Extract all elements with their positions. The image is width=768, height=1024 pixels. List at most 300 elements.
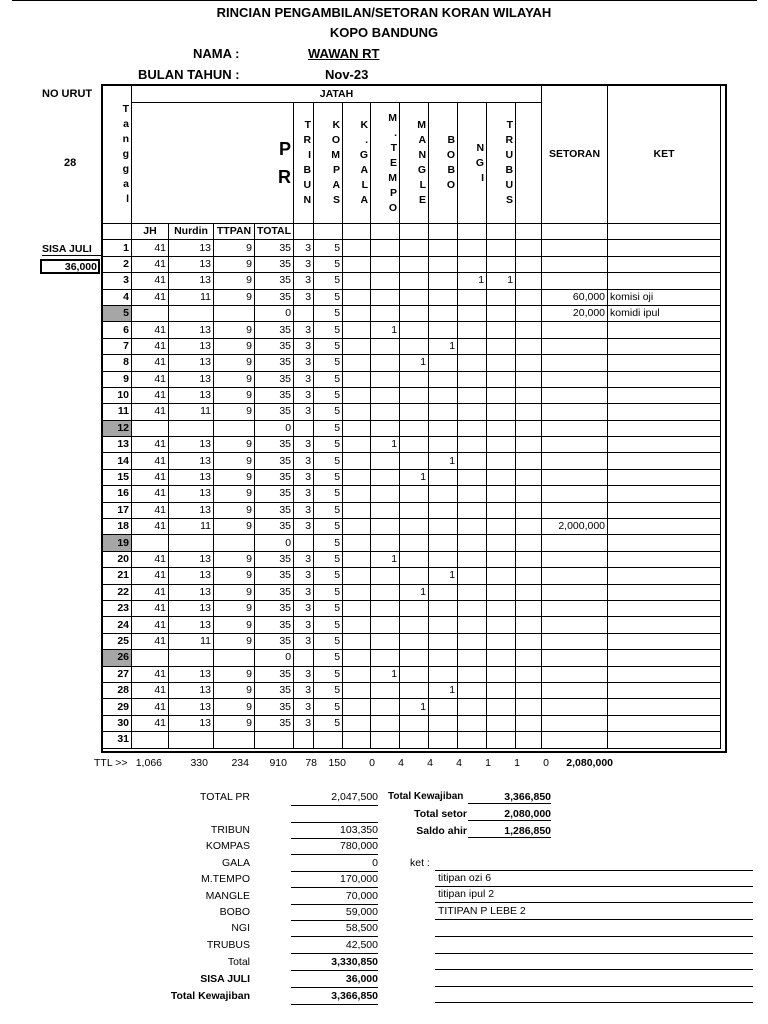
- cell-ng: [458, 322, 487, 338]
- cell-ng: [458, 535, 487, 551]
- cell-se: [542, 600, 608, 616]
- cell-ng: [458, 633, 487, 649]
- cell-ma: [400, 715, 429, 731]
- header-letter: B: [303, 164, 312, 176]
- table-row: [103, 273, 721, 289]
- cell-ng: [458, 666, 487, 682]
- cell-se: [542, 502, 608, 518]
- cell-bo: [429, 715, 458, 731]
- ket-note-2: titipan ipul 2: [435, 888, 753, 903]
- cell-nu: [169, 305, 214, 321]
- saldo-ahir-value: 1,286,850: [468, 825, 551, 838]
- summary-label: Total: [227, 956, 250, 968]
- cell-ng: [458, 502, 487, 518]
- cell-bo: [429, 486, 458, 502]
- cell-d: 5: [103, 305, 132, 321]
- cell-bo: [429, 617, 458, 633]
- cell-x: [516, 600, 542, 616]
- cell-mt: [371, 715, 400, 731]
- cell-se: 60,000: [542, 289, 608, 305]
- cell-jh: [132, 305, 169, 321]
- cell-ga: [343, 256, 371, 272]
- cell-ga: [343, 469, 371, 485]
- cell-tr: 3: [294, 502, 314, 518]
- cell-ko: 5: [314, 699, 343, 715]
- cell-ko: 5: [314, 650, 343, 666]
- cell-jh: 41: [132, 568, 169, 584]
- cell-se: [542, 732, 608, 748]
- cell-nu: 13: [169, 469, 214, 485]
- cell-d: 25: [103, 633, 132, 649]
- cell-tb: [487, 322, 516, 338]
- cell-tb: [487, 715, 516, 731]
- header-letter: a: [123, 178, 129, 190]
- cell-d: 7: [103, 338, 132, 354]
- cell-ke: [608, 355, 721, 371]
- cell-nu: 13: [169, 699, 214, 715]
- cell-to: 35: [255, 633, 294, 649]
- cell-ma: [400, 568, 429, 584]
- cell-d: 3: [103, 273, 132, 289]
- cell-ma: 1: [400, 699, 429, 715]
- cell-ma: 1: [400, 469, 429, 485]
- cell-bo: [429, 289, 458, 305]
- cell-d: 20: [103, 551, 132, 567]
- ket-line: [435, 856, 753, 871]
- cell-ga: [343, 355, 371, 371]
- cell-jh: 41: [132, 437, 169, 453]
- cell-jh: 41: [132, 502, 169, 518]
- cell-x: [516, 568, 542, 584]
- cell-mt: [371, 600, 400, 616]
- table-row: [103, 256, 721, 272]
- table-row: [103, 338, 721, 354]
- cell-jh: 41: [132, 453, 169, 469]
- cell-ng: [458, 568, 487, 584]
- cell-ke: [608, 404, 721, 420]
- cell-ko: 5: [314, 584, 343, 600]
- cell-ko: 5: [314, 535, 343, 551]
- cell-d: 19: [103, 535, 132, 551]
- total-mt: 4: [398, 757, 404, 769]
- cell-ke: [608, 535, 721, 551]
- cell-se: [542, 371, 608, 387]
- cell-se: [542, 256, 608, 272]
- cell-ke: [608, 633, 721, 649]
- summary-label: NGI: [231, 922, 250, 934]
- cell-tt: 9: [214, 338, 255, 354]
- bobo-header: [429, 103, 458, 224]
- bulan-value: Nov-23: [325, 67, 369, 82]
- cell-mt: [371, 568, 400, 584]
- cell-ma: [400, 617, 429, 633]
- ket-line: [435, 955, 753, 970]
- cell-d: 16: [103, 486, 132, 502]
- cell-to: 0: [255, 650, 294, 666]
- cell-tb: [487, 617, 516, 633]
- cell-tr: [294, 535, 314, 551]
- cell-se: [542, 584, 608, 600]
- cell-ma: [400, 732, 429, 748]
- cell-ke: [608, 420, 721, 436]
- cell-se: [542, 486, 608, 502]
- cell-se: [542, 355, 608, 371]
- cell-bo: 1: [429, 453, 458, 469]
- cell-tt: [214, 305, 255, 321]
- table-row: [103, 371, 721, 387]
- cell-nu: [169, 535, 214, 551]
- cell-ga: [343, 519, 371, 535]
- cell-ma: [400, 322, 429, 338]
- tanggal-header: [103, 86, 132, 224]
- cell-tt: 9: [214, 682, 255, 698]
- cell-ga: [343, 732, 371, 748]
- header-letter: T: [122, 103, 129, 115]
- cell-tr: 3: [294, 256, 314, 272]
- cell-nu: 13: [169, 666, 214, 682]
- cell-jh: [132, 650, 169, 666]
- header-letter: R: [303, 134, 312, 146]
- header-letter: .: [365, 134, 369, 146]
- cell-ng: [458, 715, 487, 731]
- cell-tt: 9: [214, 666, 255, 682]
- cell-tr: 3: [294, 453, 314, 469]
- cell-ng: [458, 420, 487, 436]
- cell-ma: 1: [400, 355, 429, 371]
- summary-label: MANGLE: [205, 890, 250, 902]
- header-letter: K: [360, 119, 369, 131]
- cell-tt: 9: [214, 486, 255, 502]
- cell-tt: 9: [214, 289, 255, 305]
- cell-ga: [343, 404, 371, 420]
- cell-ga: [343, 584, 371, 600]
- table-row: [103, 387, 721, 403]
- cell-to: 35: [255, 502, 294, 518]
- cell-ko: 5: [314, 469, 343, 485]
- cell-ga: [343, 289, 371, 305]
- cell-tr: 3: [294, 289, 314, 305]
- cell-x: [516, 469, 542, 485]
- cell-jh: 41: [132, 240, 169, 256]
- cell-ng: [458, 338, 487, 354]
- cell-ko: 5: [314, 633, 343, 649]
- cell-jh: 41: [132, 666, 169, 682]
- cell-mt: [371, 584, 400, 600]
- cell-to: 35: [255, 584, 294, 600]
- cell-to: 35: [255, 486, 294, 502]
- cell-to: 35: [255, 617, 294, 633]
- cell-bo: [429, 355, 458, 371]
- cell-tb: [487, 682, 516, 698]
- cell-tt: 9: [214, 437, 255, 453]
- header-letter: N: [303, 194, 312, 206]
- table-row: [103, 584, 721, 600]
- cell-mt: [371, 617, 400, 633]
- cell-ma: [400, 666, 429, 682]
- cell-se: [542, 437, 608, 453]
- cell-nu: 13: [169, 387, 214, 403]
- cell-jh: 41: [132, 551, 169, 567]
- cell-ko: 5: [314, 682, 343, 698]
- cell-nu: 13: [169, 371, 214, 387]
- cell-tr: 3: [294, 486, 314, 502]
- table-row: [103, 568, 721, 584]
- cell-bo: [429, 535, 458, 551]
- report-subtitle: KOPO BANDUNG: [329, 25, 439, 40]
- ket-note-1: titipan ozi 6: [435, 872, 753, 887]
- cell-jh: 41: [132, 273, 169, 289]
- cell-jh: 41: [132, 387, 169, 403]
- cell-ko: 5: [314, 338, 343, 354]
- summary-label: M.TEMPO: [201, 873, 250, 885]
- cell-ke: [608, 600, 721, 616]
- cell-ke: [608, 486, 721, 502]
- cell-tt: 9: [214, 633, 255, 649]
- cell-ke: [608, 650, 721, 666]
- cell-tt: [214, 650, 255, 666]
- cell-ko: 5: [314, 420, 343, 436]
- cell-bo: [429, 387, 458, 403]
- cell-ko: 5: [314, 387, 343, 403]
- cell-ke: [608, 502, 721, 518]
- cell-d: 28: [103, 682, 132, 698]
- cell-tt: 9: [214, 404, 255, 420]
- cell-ko: 5: [314, 256, 343, 272]
- cell-ng: [458, 240, 487, 256]
- cell-tb: [487, 420, 516, 436]
- cell-x: [516, 535, 542, 551]
- cell-ke: [608, 240, 721, 256]
- header-letter: U: [505, 179, 514, 191]
- cell-ko: 5: [314, 453, 343, 469]
- cell-d: 26: [103, 650, 132, 666]
- total-tt: 234: [231, 757, 249, 769]
- table-row: [103, 453, 721, 469]
- summary-value: 36,000: [291, 973, 378, 988]
- cell-se: [542, 322, 608, 338]
- cell-mt: [371, 535, 400, 551]
- cell-se: [542, 453, 608, 469]
- header-letter: S: [506, 194, 514, 206]
- cell-x: [516, 732, 542, 748]
- summary-value: [291, 808, 378, 823]
- table-row: [103, 469, 721, 485]
- cell-ko: 5: [314, 240, 343, 256]
- cell-bo: [429, 650, 458, 666]
- cell-jh: [132, 535, 169, 551]
- cell-bo: [429, 666, 458, 682]
- table-row: [103, 732, 721, 748]
- total-bo: 4: [456, 757, 462, 769]
- cell-x: [516, 256, 542, 272]
- cell-se: [542, 682, 608, 698]
- cell-ga: [343, 420, 371, 436]
- header-letter: g: [122, 163, 129, 175]
- cell-d: 15: [103, 469, 132, 485]
- cell-nu: 13: [169, 584, 214, 600]
- cell-tb: [487, 404, 516, 420]
- table-row: [103, 617, 721, 633]
- cell-d: 10: [103, 387, 132, 403]
- header-letter: K: [332, 119, 341, 131]
- cell-mt: [371, 732, 400, 748]
- table-row: [103, 240, 721, 256]
- saldo-ahir-label: Saldo ahir: [416, 825, 467, 837]
- summary-label: Total Kewajiban: [170, 990, 250, 1002]
- cell-d: 8: [103, 355, 132, 371]
- cell-se: [542, 338, 608, 354]
- header-letter: M: [388, 111, 398, 124]
- summary-label: BOBO: [219, 906, 250, 918]
- cell-bo: [429, 322, 458, 338]
- cell-tr: 3: [294, 617, 314, 633]
- cell-to: 35: [255, 256, 294, 272]
- cell-mt: 1: [371, 437, 400, 453]
- data-table: [102, 85, 721, 749]
- cell-tr: 3: [294, 551, 314, 567]
- cell-ga: [343, 633, 371, 649]
- cell-tr: [294, 650, 314, 666]
- summary-value: 58,500: [291, 922, 378, 937]
- mangle-header: [400, 103, 429, 224]
- header-letter: U: [303, 179, 312, 191]
- cell-ko: 5: [314, 371, 343, 387]
- sisa-juli-value: 36,000: [40, 259, 100, 274]
- table-row: [103, 650, 721, 666]
- cell-ma: [400, 486, 429, 502]
- cell-se: [542, 650, 608, 666]
- cell-ma: [400, 650, 429, 666]
- cell-x: [516, 453, 542, 469]
- cell-jh: 41: [132, 486, 169, 502]
- cell-to: 35: [255, 273, 294, 289]
- cell-ga: [343, 387, 371, 403]
- cell-ke: [608, 371, 721, 387]
- cell-nu: [169, 420, 214, 436]
- total-jh: 1,066: [135, 757, 162, 769]
- cell-mt: [371, 387, 400, 403]
- cell-tb: [487, 289, 516, 305]
- total-ng: 1: [485, 757, 491, 769]
- cell-mt: [371, 338, 400, 354]
- cell-tt: 9: [214, 387, 255, 403]
- cell-bo: 1: [429, 568, 458, 584]
- cell-jh: 41: [132, 338, 169, 354]
- table-row: [103, 715, 721, 731]
- cell-x: [516, 322, 542, 338]
- cell-nu: 11: [169, 633, 214, 649]
- cell-mt: [371, 699, 400, 715]
- summary-value: 170,000: [291, 873, 378, 888]
- cell-x: [516, 305, 542, 321]
- header-letter: O: [388, 201, 398, 214]
- cell-ng: [458, 519, 487, 535]
- subheader-blank: [103, 224, 132, 240]
- extra-header: [516, 103, 542, 224]
- summary-label: TRIBUN: [210, 824, 250, 836]
- total-ma: 4: [427, 757, 433, 769]
- cell-d: 18: [103, 519, 132, 535]
- cell-nu: [169, 732, 214, 748]
- cell-to: 0: [255, 305, 294, 321]
- cell-tr: [294, 420, 314, 436]
- cell-ma: [400, 273, 429, 289]
- cell-bo: [429, 699, 458, 715]
- cell-ga: [343, 338, 371, 354]
- cell-ga: [343, 617, 371, 633]
- cell-to: 35: [255, 469, 294, 485]
- cell-x: [516, 355, 542, 371]
- cell-tt: 9: [214, 568, 255, 584]
- cell-tb: [487, 371, 516, 387]
- header-letter: P: [390, 186, 398, 199]
- cell-ma: [400, 256, 429, 272]
- cell-x: [516, 699, 542, 715]
- cell-tt: 9: [214, 551, 255, 567]
- cell-ng: [458, 486, 487, 502]
- table-row: [103, 519, 721, 535]
- cell-nu: 13: [169, 273, 214, 289]
- cell-nu: 11: [169, 289, 214, 305]
- cell-ma: [400, 240, 429, 256]
- cell-bo: [429, 240, 458, 256]
- cell-ko: 5: [314, 404, 343, 420]
- cell-ma: 1: [400, 584, 429, 600]
- cell-se: [542, 273, 608, 289]
- cell-tt: 9: [214, 256, 255, 272]
- cell-ko: 5: [314, 355, 343, 371]
- cell-ko: 5: [314, 502, 343, 518]
- cell-d: 1: [103, 240, 132, 256]
- cell-bo: [429, 519, 458, 535]
- ket-label: ket :: [410, 857, 430, 869]
- cell-ma: [400, 453, 429, 469]
- cell-bo: [429, 305, 458, 321]
- cell-tb: [487, 519, 516, 535]
- cell-jh: 41: [132, 469, 169, 485]
- cell-ke: [608, 732, 721, 748]
- cell-ng: [458, 387, 487, 403]
- cell-ko: 5: [314, 600, 343, 616]
- cell-tt: 9: [214, 600, 255, 616]
- cell-ga: [343, 305, 371, 321]
- cell-ko: 5: [314, 437, 343, 453]
- cell-nu: 13: [169, 355, 214, 371]
- cell-ko: 5: [314, 617, 343, 633]
- summary-label: GALA: [221, 857, 250, 869]
- cell-ga: [343, 535, 371, 551]
- cell-to: 35: [255, 371, 294, 387]
- cell-tb: [487, 568, 516, 584]
- cell-tr: 3: [294, 666, 314, 682]
- cell-tt: 9: [214, 355, 255, 371]
- cell-x: [516, 273, 542, 289]
- cell-d: 4: [103, 289, 132, 305]
- header-letter: G: [475, 156, 485, 169]
- cell-ng: [458, 453, 487, 469]
- cell-tt: 9: [214, 584, 255, 600]
- cell-bo: [429, 551, 458, 567]
- cell-tr: 3: [294, 600, 314, 616]
- header-letter: B: [447, 134, 456, 146]
- cell-ga: [343, 600, 371, 616]
- cell-to: 35: [255, 600, 294, 616]
- cell-to: 35: [255, 551, 294, 567]
- cell-tb: 1: [487, 273, 516, 289]
- cell-ko: 5: [314, 551, 343, 567]
- cell-bo: [429, 732, 458, 748]
- cell-to: 35: [255, 715, 294, 731]
